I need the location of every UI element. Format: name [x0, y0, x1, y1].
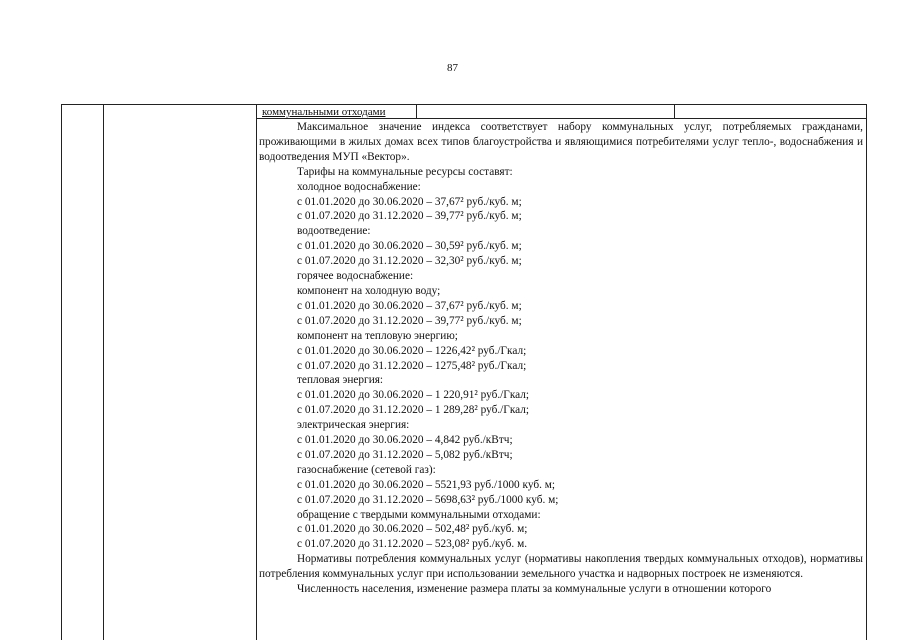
text-line: с 01.07.2020 до 31.12.2020 – 32,30² руб./куб. м; — [297, 255, 522, 268]
header-cell-text: коммунальными отходами — [262, 106, 386, 118]
text-line: с 01.07.2020 до 31.12.2020 – 1 289,28² руб./Гкал; — [297, 404, 530, 417]
text-line: с 01.01.2020 до 30.06.2020 – 37,67² руб./куб. м; — [297, 299, 522, 312]
text-line: с 01.07.2020 до 31.12.2020 – 1275,48² руб./Гкал; — [297, 359, 527, 372]
text-line: с 01.07.2020 до 31.12.2020 – 5698,63² руб./1000 куб. м; — [297, 493, 559, 506]
text-line: тепловая энергия: — [297, 374, 384, 387]
header-cell-divider-2 — [674, 104, 675, 118]
header-cell-divider-1 — [416, 104, 417, 118]
content-cell — [259, 120, 863, 597]
text-line: холодное водоснабжение: — [297, 180, 421, 193]
text-line: водоотведение: — [297, 225, 371, 238]
text-line: с 01.01.2020 до 30.06.2020 – 5521,93 руб./1000 куб. м; — [297, 478, 556, 491]
text-line: с 01.07.2020 до 31.12.2020 – 39,77² руб./куб. м; — [297, 314, 522, 327]
table-border-left — [61, 104, 62, 640]
text-line: газоснабжение (сетевой газ): — [297, 463, 436, 476]
page-number: 87 — [447, 62, 458, 74]
table-border-top — [61, 104, 867, 105]
document-table — [61, 104, 867, 640]
column-divider-2 — [256, 104, 257, 640]
table-border-right — [866, 104, 867, 640]
column-divider-1 — [103, 104, 104, 640]
text-line: Тарифы на коммунальные ресурсы составят: — [297, 165, 513, 178]
text-line: с 01.01.2020 до 30.06.2020 – 1226,42² руб./Гкал; — [297, 344, 527, 357]
paragraph-population: Численность населения, изменение размера платы за коммунальные услуги в отношении которого — [297, 583, 772, 596]
text-line: компонент на холодную воду; — [297, 284, 441, 297]
text-line: с 01.01.2020 до 30.06.2020 – 4,842 руб./кВтч; — [297, 434, 513, 447]
text-line: с 01.01.2020 до 30.06.2020 – 502,48² руб./куб. м; — [297, 523, 528, 536]
text-line: обращение с твердыми коммунальными отходами: — [297, 508, 541, 521]
text-line: с 01.07.2020 до 31.12.2020 – 39,77² руб./куб. м; — [297, 210, 522, 223]
paragraph-norms: Нормативы потребления коммунальных услуг (нормативы накопления твердых коммунальных отходов), нормативы потребления коммунальных услуг при использовании земельного участка и надворных построек не изменяются. — [259, 553, 863, 581]
text-line: с 01.01.2020 до 30.06.2020 – 30,59² руб./куб. м; — [297, 240, 522, 253]
text-line: электрическая энергия: — [297, 419, 410, 432]
text-line: компонент на тепловую энергию; — [297, 329, 458, 342]
text-line: с 01.01.2020 до 30.06.2020 – 1 220,91² руб./Гкал; — [297, 389, 530, 402]
text-line: горячее водоснабжение: — [297, 270, 414, 283]
text-line: с 01.07.2020 до 31.12.2020 – 523,08² руб./куб. м. — [297, 538, 528, 551]
text-line: с 01.07.2020 до 31.12.2020 – 5,082 руб./кВтч; — [297, 448, 513, 461]
text-line: с 01.01.2020 до 30.06.2020 – 37,67² руб./куб. м; — [297, 195, 522, 208]
paragraph-index: Максимальное значение индекса соответствует набору коммунальных услуг, потребляемых гражданами, проживающими в жилых домах всех типов благоустройства и являющимися потребителями услуг тепло-, водоснабжения и водоотведения МУП «Вектор». — [259, 121, 863, 163]
